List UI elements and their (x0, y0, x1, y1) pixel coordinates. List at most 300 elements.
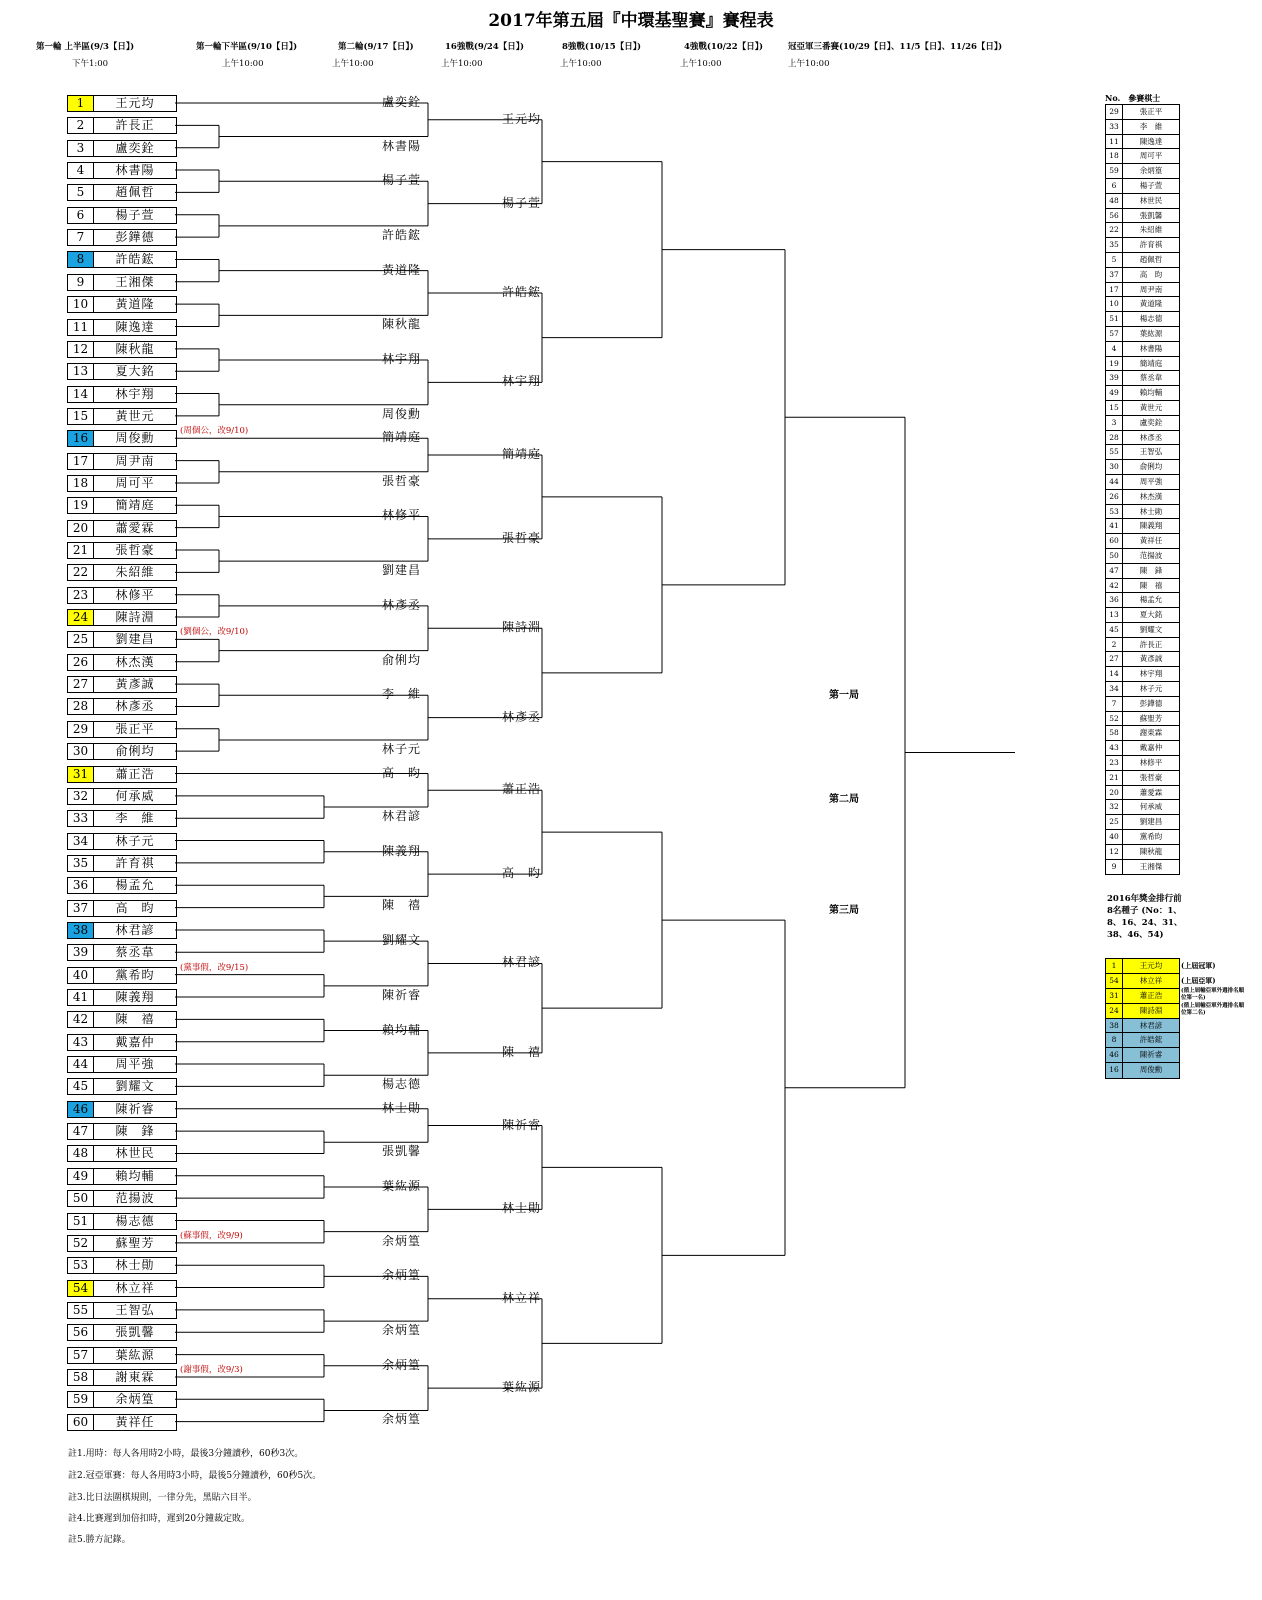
player-name: 林君諺 (93, 922, 177, 939)
player-number: 12 (67, 341, 94, 358)
registry-row (1106, 253, 1179, 268)
player-name: 高 昀 (93, 900, 177, 917)
registry-row (1106, 786, 1179, 801)
registry-name: 王智弘 (1139, 447, 1163, 457)
round2-winner: 余炳篁 (381, 1323, 421, 1338)
player-name: 黃世元 (93, 408, 177, 425)
registry-row (1106, 549, 1179, 564)
registry-row (1106, 164, 1179, 179)
round2-winner: 葉紘源 (381, 1178, 421, 1193)
round2-winner: 林修平 (381, 508, 421, 523)
player-number: 54 (67, 1280, 94, 1297)
player-number: 30 (67, 743, 94, 760)
registry-row (1106, 682, 1179, 697)
player-name: 林彥丞 (93, 698, 177, 715)
registry-no: 34 (1106, 682, 1123, 696)
registry-no: 2 (1106, 638, 1123, 652)
player-number: 51 (67, 1213, 94, 1230)
round2-winner: 余炳篁 (381, 1412, 421, 1427)
registry-no: 20 (1106, 786, 1123, 800)
player-number: 28 (67, 698, 94, 715)
seed-row (1106, 959, 1179, 974)
round16-winner: 高 昀 (502, 866, 542, 881)
round16-winner: 陳祈睿 (502, 1117, 542, 1132)
registry-no: 50 (1106, 549, 1123, 563)
seed-name: 蕭正浩 (1139, 990, 1163, 1000)
round-time-r16: 上午10:00 (441, 59, 483, 69)
player-number: 32 (67, 788, 94, 805)
round2-winner: 林宇翔 (381, 352, 421, 367)
round-header-r1a: 第一輪 上半區(9/3【日】) (36, 42, 135, 52)
registry-no: 18 (1106, 149, 1123, 163)
registry-row (1106, 401, 1179, 416)
player-number: 6 (67, 207, 94, 224)
player-number: 42 (67, 1011, 94, 1028)
registry-name: 劉耀文 (1139, 624, 1163, 634)
registry-no: 48 (1106, 194, 1123, 208)
round16-winner: 蕭正浩 (502, 782, 542, 797)
registry-no: 41 (1106, 519, 1123, 533)
registry-name: 何承威 (1139, 802, 1163, 812)
player-name: 周可平 (93, 475, 177, 492)
registry-no: 47 (1106, 564, 1123, 578)
registry-row (1106, 756, 1179, 771)
seed-no: 24 (1106, 1004, 1123, 1018)
player-name: 朱紹維 (93, 564, 177, 581)
player-number: 58 (67, 1369, 94, 1386)
seed-no: 8 (1106, 1033, 1123, 1047)
registry-row (1106, 519, 1179, 534)
registry-no: 56 (1106, 209, 1123, 223)
registry-name: 陳逸達 (1139, 136, 1163, 146)
player-number: 22 (67, 564, 94, 581)
round2-winner: 余炳篁 (381, 1233, 421, 1248)
registry-name: 彭鏵德 (1139, 698, 1163, 708)
registry-row (1106, 445, 1179, 460)
player-name: 許育祺 (93, 855, 177, 872)
player-number: 39 (67, 944, 94, 961)
registry-row (1106, 830, 1179, 845)
player-name: 夏大銘 (93, 363, 177, 380)
player-number: 49 (67, 1168, 94, 1185)
player-name: 陳逸達 (93, 319, 177, 336)
round16-winner: 林士勛 (502, 1201, 542, 1216)
round-header-r1b: 第一輪下半區(9/10【日】) (196, 42, 298, 52)
registry-no: 21 (1106, 771, 1123, 785)
registry-name: 林士勛 (1139, 506, 1163, 516)
registry-no: 5 (1106, 253, 1123, 267)
seed-no: 54 (1106, 974, 1123, 988)
player-name: 林宇翔 (93, 386, 177, 403)
registry-name: 張哲豪 (1139, 772, 1163, 782)
seed-name: 周俊勳 (1139, 1065, 1163, 1075)
footnote-2: 註2.冠亞軍賽：每人各用時3小時，最後5分鐘讀秒，60秒5次。 (68, 1471, 322, 1481)
registry-name: 林書陽 (1139, 343, 1163, 353)
registry-name: 張正平 (1139, 107, 1163, 116)
registry-name: 黃道隆 (1139, 299, 1163, 309)
player-name: 王元均 (93, 95, 177, 112)
round2-winner: 林君諺 (381, 809, 421, 824)
player-name: 彭鏵德 (93, 229, 177, 246)
round2-winner: 周俊勳 (381, 406, 421, 421)
player-name: 黃道隆 (93, 296, 177, 313)
registry-row (1106, 608, 1179, 623)
registry-no: 40 (1106, 830, 1123, 844)
registry-row (1106, 283, 1179, 298)
round16-winner: 陳 禧 (502, 1044, 542, 1059)
player-number: 59 (67, 1391, 94, 1408)
player-name: 陳祈睿 (93, 1101, 177, 1118)
player-number: 16 (67, 430, 94, 447)
registry-name: 葉紘源 (1139, 328, 1163, 338)
registry-row (1106, 505, 1179, 520)
round2-winner: 張哲豪 (381, 473, 421, 488)
round2-winner: 李 維 (381, 687, 421, 702)
registry-row (1106, 149, 1179, 164)
registry-no: 15 (1106, 401, 1123, 415)
round16-winner: 張哲豪 (502, 530, 542, 545)
registry-row (1106, 475, 1179, 490)
registry-name: 張凱馨 (1139, 210, 1163, 220)
round2-winner: 林彥丞 (381, 597, 421, 612)
round-time-r1b: 上午10:00 (222, 59, 264, 69)
seed-name: 陳祈睿 (1139, 1050, 1163, 1060)
registry-row (1106, 623, 1179, 638)
page-title: 2017年第五屆『中環基聖賽』賽程表 (488, 11, 774, 31)
registry-name: 周可平 (1139, 151, 1163, 161)
registry-name: 黃彥誠 (1139, 654, 1163, 664)
player-number: 38 (67, 922, 94, 939)
seed-title: 2016年獎金排行前8名種子 (No：1、8、16、24、31、38、46、54) (1107, 894, 1183, 940)
registry-row (1106, 741, 1179, 756)
seed-name: 林君諺 (1139, 1020, 1163, 1030)
round2-winner: 許皓鋐 (381, 227, 421, 242)
player-number: 35 (67, 855, 94, 872)
registry-no: 19 (1106, 357, 1123, 371)
seed-no: 46 (1106, 1048, 1123, 1062)
registry-name: 范揚波 (1139, 550, 1163, 560)
registry-name: 黃祥任 (1139, 536, 1163, 546)
round16-winner: 楊子萱 (502, 195, 542, 210)
round2-winner: 林子元 (381, 741, 421, 756)
round-time-r4: 上午10:00 (680, 59, 722, 69)
schedule-note: (周個公，改9/10) (180, 426, 249, 437)
player-name: 楊志德 (93, 1213, 177, 1230)
seed-no: 1 (1106, 959, 1123, 973)
registry-name: 王湘傑 (1139, 861, 1163, 871)
player-number: 43 (67, 1034, 94, 1051)
registry-no: 26 (1106, 490, 1123, 504)
registry-row (1106, 593, 1179, 608)
player-number: 19 (67, 497, 94, 514)
player-number: 17 (67, 453, 94, 470)
round2-winner: 楊子萱 (381, 173, 421, 188)
registry-row (1106, 652, 1179, 667)
registry-row (1106, 342, 1179, 357)
seed-no: 38 (1106, 1019, 1123, 1033)
footnote-5: 註5.勝方記錄。 (68, 1535, 131, 1545)
player-number: 15 (67, 408, 94, 425)
player-number: 41 (67, 989, 94, 1006)
player-number: 10 (67, 296, 94, 313)
registry-name: 許長正 (1139, 639, 1163, 649)
player-name: 林立祥 (93, 1280, 177, 1297)
player-name: 劉耀文 (93, 1078, 177, 1095)
registry-row (1106, 223, 1179, 238)
player-name: 蕭正浩 (93, 766, 177, 783)
registry-name: 李 維 (1139, 121, 1163, 131)
seed-remark: (上屆冠軍) (1181, 961, 1216, 970)
registry-name: 余炳篁 (1139, 166, 1163, 176)
registry-row (1106, 209, 1179, 224)
player-number: 33 (67, 810, 94, 827)
registry-no: 3 (1106, 416, 1123, 430)
registry-no: 45 (1106, 623, 1123, 637)
round2-winner: 余炳篁 (381, 1357, 421, 1372)
footnote-4: 註4.比賽遲到加倍扣時，遲到20分鐘裁定敗。 (68, 1514, 251, 1524)
registry-name: 陳秋龍 (1139, 846, 1163, 856)
registry-name: 楊子萱 (1139, 180, 1163, 190)
seed-name: 許皓鋐 (1139, 1035, 1163, 1045)
player-name: 林書陽 (93, 162, 177, 179)
player-number: 37 (67, 900, 94, 917)
registry-row (1106, 845, 1179, 860)
registry-row (1106, 771, 1179, 786)
player-number: 31 (67, 766, 94, 783)
player-number: 5 (67, 184, 94, 201)
registry-no: 58 (1106, 726, 1123, 740)
round16-winner: 陳詩淵 (502, 620, 542, 635)
player-number: 47 (67, 1123, 94, 1140)
schedule-note: (劉個公，改9/10) (180, 627, 249, 638)
schedule-note: (黨事假，改9/15) (180, 962, 249, 973)
seed-no: 16 (1106, 1063, 1123, 1078)
registry-name: 林修平 (1139, 758, 1163, 768)
seed-row (1106, 1004, 1179, 1019)
registry-row (1106, 712, 1179, 727)
registry-row (1106, 416, 1179, 431)
registry-no: 42 (1106, 579, 1123, 593)
game-1-label: 第一局 (829, 690, 859, 701)
round2-winner: 劉耀文 (381, 933, 421, 948)
schedule-note: (謝事假，改9/3) (180, 1364, 243, 1375)
round16-winner: 林君諺 (502, 955, 542, 970)
registry-no: 32 (1106, 800, 1123, 814)
round16-winner: 葉紘源 (502, 1380, 542, 1395)
player-name: 謝東霖 (93, 1369, 177, 1386)
registry-row (1106, 357, 1179, 372)
round2-winner: 陳秋龍 (381, 317, 421, 332)
registry-name: 趙佩哲 (1139, 254, 1163, 264)
player-name: 陳 鋒 (93, 1123, 177, 1140)
player-name: 林杰漢 (93, 654, 177, 671)
seed-remark: (循上屆輸亞軍外週排名順位第一名) (1181, 987, 1245, 1001)
round16-winner: 林宇翔 (502, 374, 542, 389)
registry-name: 林子元 (1139, 684, 1163, 694)
registry-row (1106, 327, 1179, 342)
registry-no: 9 (1106, 860, 1123, 875)
registry-name: 林彥丞 (1139, 432, 1163, 442)
registry-name: 賴均輔 (1139, 388, 1163, 398)
round-header-r2: 第二輪(9/17【日】) (338, 42, 414, 52)
player-number: 11 (67, 319, 94, 336)
player-number: 40 (67, 967, 94, 984)
player-name: 張凱馨 (93, 1324, 177, 1341)
registry-no: 6 (1106, 179, 1123, 193)
round2-winner: 張凱馨 (381, 1144, 421, 1159)
round2-winner: 簡靖庭 (381, 430, 421, 445)
player-name: 黃彥誠 (93, 676, 177, 693)
footnote-1: 註1.用時：每人各用時2小時，最後3分鐘讀秒，60秒3次。 (68, 1449, 304, 1459)
seed-name: 林立祥 (1139, 975, 1163, 985)
player-number: 46 (67, 1101, 94, 1118)
registry-row (1106, 638, 1179, 653)
player-number: 52 (67, 1235, 94, 1252)
registry-no: 39 (1106, 371, 1123, 385)
registry-no: 23 (1106, 756, 1123, 770)
registry-no: 11 (1106, 135, 1123, 149)
player-number: 57 (67, 1347, 94, 1364)
player-name: 趙佩哲 (93, 184, 177, 201)
player-number: 14 (67, 386, 94, 403)
player-name: 林修平 (93, 587, 177, 604)
round-time-r2: 上午10:00 (332, 59, 374, 69)
player-number: 56 (67, 1324, 94, 1341)
registry-row (1106, 135, 1179, 150)
registry-no: 10 (1106, 297, 1123, 311)
player-number: 26 (67, 654, 94, 671)
registry-no: 14 (1106, 667, 1123, 681)
player-name: 王智弘 (93, 1302, 177, 1319)
registry-row (1106, 815, 1179, 830)
round2-winner: 余炳篁 (381, 1268, 421, 1283)
player-number: 7 (67, 229, 94, 246)
registry-name: 劉建昌 (1139, 817, 1163, 827)
player-name: 戴嘉仲 (93, 1034, 177, 1051)
registry-name: 簡靖庭 (1139, 358, 1163, 368)
player-name: 盧奕銓 (93, 140, 177, 157)
registry-name: 楊孟允 (1139, 595, 1163, 605)
player-number: 8 (67, 251, 94, 268)
round2-winner: 賴均輔 (381, 1022, 421, 1037)
player-name: 葉紘源 (93, 1347, 177, 1364)
registry-row (1106, 268, 1179, 283)
registry-no: 59 (1106, 164, 1123, 178)
player-number: 18 (67, 475, 94, 492)
player-name: 周尹南 (93, 453, 177, 470)
player-number: 9 (67, 274, 94, 291)
round-time-final: 上午10:00 (788, 59, 830, 69)
player-name: 黨希昀 (93, 967, 177, 984)
player-number: 34 (67, 833, 94, 850)
registry-no: 28 (1106, 431, 1123, 445)
round2-winner: 俞俐均 (381, 652, 421, 667)
round-time-r1a: 下午1:00 (72, 59, 109, 69)
round-header-final: 冠亞軍三番賽(10/29【日】、11/5【日】、11/26【日】) (788, 42, 1003, 52)
player-name: 蘇聖芳 (93, 1235, 177, 1252)
registry-no: 7 (1106, 697, 1123, 711)
player-name: 黃祥任 (93, 1414, 177, 1431)
player-name: 林子元 (93, 833, 177, 850)
player-name: 蔡丞韋 (93, 944, 177, 961)
registry-name: 俞俐均 (1139, 462, 1163, 472)
round2-winner: 高 昀 (381, 765, 421, 780)
registry-no: 51 (1106, 312, 1123, 326)
player-name: 許皓鋐 (93, 251, 177, 268)
player-number: 36 (67, 877, 94, 894)
player-number: 55 (67, 1302, 94, 1319)
player-name: 楊孟允 (93, 877, 177, 894)
registry-row (1106, 667, 1179, 682)
registry-row (1106, 386, 1179, 401)
registry-name: 林杰漢 (1139, 491, 1163, 501)
registry-name: 林宇翔 (1139, 669, 1163, 679)
registry-name: 陳義翔 (1139, 521, 1163, 531)
player-number: 2 (67, 117, 94, 134)
player-number: 13 (67, 363, 94, 380)
round2-winner: 黃道隆 (381, 262, 421, 277)
seed-name: 陳詩淵 (1139, 1005, 1163, 1015)
registry-name: 黨希昀 (1139, 832, 1163, 842)
player-number: 45 (67, 1078, 94, 1095)
registry-row (1106, 697, 1179, 712)
registry-header: No. 參賽棋士 (1105, 93, 1161, 103)
player-number: 50 (67, 1190, 94, 1207)
player-name: 蕭愛霖 (93, 520, 177, 537)
round2-winner: 林書陽 (381, 138, 421, 153)
registry-no: 12 (1106, 845, 1123, 859)
registry-name: 蔡丞韋 (1139, 373, 1163, 383)
registry-name: 蕭愛霖 (1139, 787, 1163, 797)
round2-winner: 陳義翔 (381, 843, 421, 858)
registry-no: 60 (1106, 534, 1123, 548)
footnote-3: 註3.比日法圍棋規則，一律分先，黑貼六目半。 (68, 1493, 257, 1503)
player-name: 簡靖庭 (93, 497, 177, 514)
seed-row (1106, 1033, 1179, 1048)
registry-name: 蘇聖芳 (1139, 713, 1163, 723)
registry-name: 夏大銘 (1139, 610, 1163, 620)
player-name: 許長正 (93, 117, 177, 134)
player-name: 楊子萱 (93, 207, 177, 224)
player-name: 何承威 (93, 788, 177, 805)
seed-remark: (上屆亞軍) (1181, 975, 1216, 985)
player-name: 林世民 (93, 1145, 177, 1162)
registry-no: 35 (1106, 238, 1123, 252)
player-number: 23 (67, 587, 94, 604)
registry-row (1106, 490, 1179, 505)
round-time-r8: 上午10:00 (560, 59, 602, 69)
round16-winner: 簡靖庭 (502, 447, 542, 461)
player-name: 周俊勳 (93, 430, 177, 447)
registry-row (1106, 726, 1179, 741)
registry-name: 楊志德 (1139, 314, 1163, 324)
registry-no: 25 (1106, 815, 1123, 829)
seed-row (1106, 1063, 1179, 1078)
player-number: 53 (67, 1257, 94, 1274)
player-name: 張哲豪 (93, 542, 177, 559)
round2-winner: 陳 禧 (381, 898, 421, 913)
player-number: 44 (67, 1056, 94, 1073)
seed-name: 王元均 (1139, 961, 1163, 970)
round16-winner: 許皓鋐 (502, 284, 542, 299)
player-name: 范揚波 (93, 1190, 177, 1207)
registry-no: 27 (1106, 652, 1123, 666)
registry-name: 謝東霖 (1139, 728, 1163, 738)
player-name: 林士勛 (93, 1257, 177, 1274)
seed-no: 31 (1106, 989, 1123, 1003)
registry-no: 37 (1106, 268, 1123, 282)
round2-winner: 林士勛 (381, 1100, 421, 1115)
